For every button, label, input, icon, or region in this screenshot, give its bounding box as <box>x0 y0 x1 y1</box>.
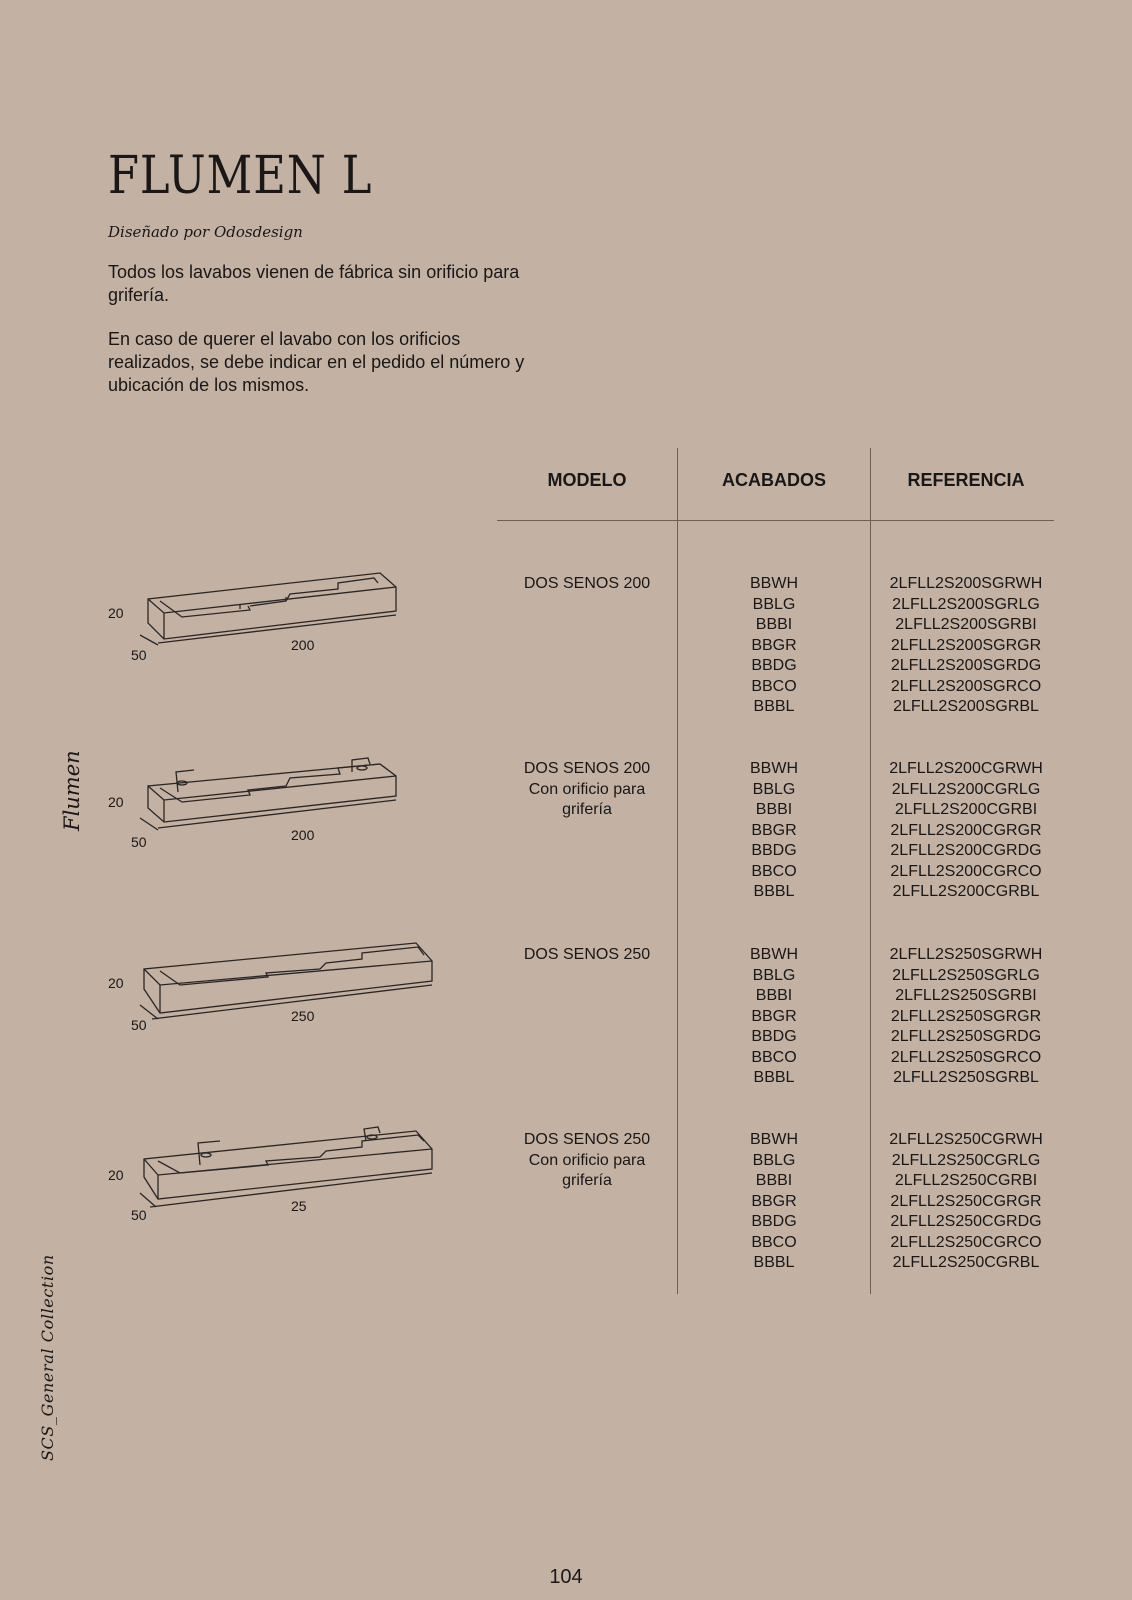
row-3-model: DOS SENOS 250 <box>523 946 651 963</box>
row-4-references: 2LFLL2S250CGRWH 2LFLL2S250CGRLG 2LFLL2S250CGRBI 2LFLL2S250CGRGR 2LFLL2S250CGRDG 2LFLL2S250CGRCO 2LFLL2S250CGRBL <box>889 1131 1043 1271</box>
row-3-references: 2LFLL2S250SGRWH 2LFLL2S250SGRLG 2LFLL2S250SGRBI 2LFLL2S250SGRGR 2LFLL2S250SGRDG 2LFLL2S250SGRCO 2LFLL2S250SGRBL <box>889 946 1043 1086</box>
row-1-model: DOS SENOS 200 <box>523 575 651 592</box>
basin-drawing-250-faucet <box>100 1125 440 1245</box>
designer-credit: Diseñado por Odosdesign <box>108 223 303 241</box>
basin-outline <box>100 565 440 655</box>
intro-paragraph-1: Todos los lavabos vienen de fábrica sin orificio para grifería. <box>108 262 520 305</box>
dim-height: 20 <box>108 794 124 810</box>
side-collection-name: Flumen <box>60 750 84 831</box>
dim-height: 20 <box>108 605 124 621</box>
column-header-finishes: ACABADOS <box>721 470 826 490</box>
row-2-references: 2LFLL2S200CGRWH 2LFLL2S200CGRLG 2LFLL2S200CGRBI 2LFLL2S200CGRGR 2LFLL2S200CGRDG 2LFLL2S200CGRCO 2LFLL2S200CGRBL <box>889 760 1043 900</box>
row-1-finishes: BBWH BBLG BBBI BBGR BBDG BBCO BBBL <box>750 575 798 715</box>
dim-depth: 50 <box>131 834 147 850</box>
basin-drawing-250 <box>100 935 440 1055</box>
dim-width: 250 <box>291 1008 315 1024</box>
basin-outline <box>100 1125 440 1215</box>
dim-depth: 50 <box>131 1207 147 1223</box>
row-2-finishes: BBWH BBLG BBBI BBGR BBDG BBCO BBBL <box>750 760 798 900</box>
page-number: 104 <box>549 1566 583 1588</box>
basin-drawing-200-faucet <box>100 750 440 870</box>
row-4-finishes: BBWH BBLG BBBI BBGR BBDG BBCO BBBL <box>750 1131 798 1271</box>
dim-width: 200 <box>291 637 315 653</box>
basin-outline <box>100 935 440 1025</box>
dim-height: 20 <box>108 975 124 991</box>
intro-paragraph-2: En caso de querer el lavabo con los orificios realizados, se debe indicar en el pedido el número y ubicación de los mismos. <box>108 329 525 395</box>
table-header-rule <box>497 520 1054 521</box>
basin-outline <box>100 750 440 840</box>
row-1-references: 2LFLL2S200SGRWH 2LFLL2S200SGRLG 2LFLL2S200SGRBI 2LFLL2S200SGRGR 2LFLL2S200SGRDG 2LFLL2S200SGRCO 2LFLL2S200SGRBL <box>889 575 1043 715</box>
dim-width: 25 <box>291 1198 307 1214</box>
dim-depth: 50 <box>131 647 147 663</box>
dim-width: 200 <box>291 827 315 843</box>
row-4-model: DOS SENOS 250 Con orificio para grifería <box>523 1131 651 1189</box>
column-header-model: MODELO <box>547 470 627 490</box>
column-header-reference: REFERENCIA <box>907 470 1025 490</box>
basin-drawing-200 <box>100 565 440 685</box>
row-2-model: DOS SENOS 200 Con orificio para grifería <box>523 760 651 818</box>
side-catalog-label: SCS_General Collection <box>38 1254 57 1461</box>
page-title: FLUMEN L <box>108 146 373 206</box>
dim-height: 20 <box>108 1167 124 1183</box>
row-3-finishes: BBWH BBLG BBBI BBGR BBDG BBCO BBBL <box>750 946 798 1086</box>
dim-depth: 50 <box>131 1017 147 1033</box>
